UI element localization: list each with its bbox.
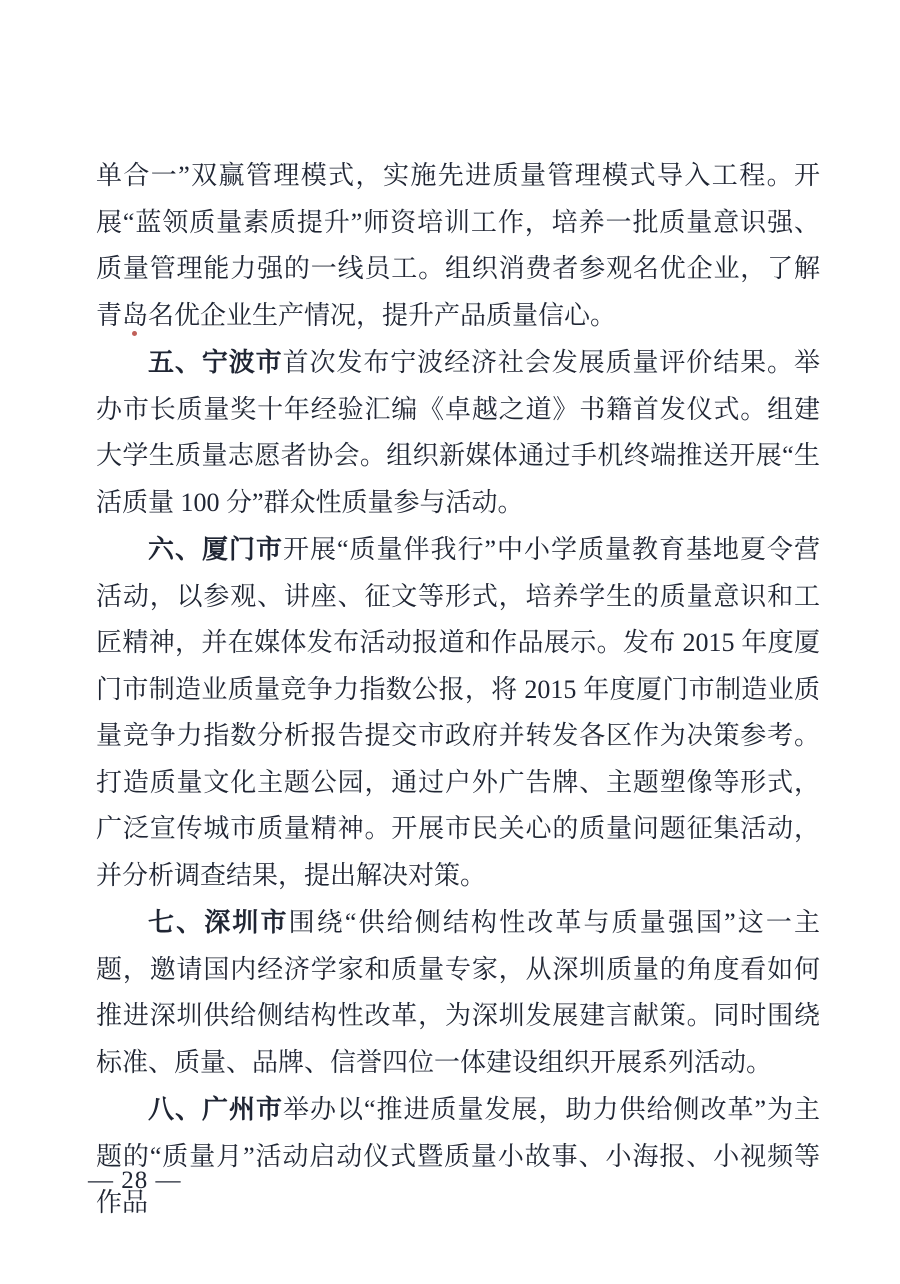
paragraph-text: 举办以“推进质量发展，助力供给侧改革”为主题的“质量月”活动启动仪式暨质量小故事、小海报、小视频等作品	[96, 1095, 820, 1217]
paragraph-text: 单合一”双赢管理模式，实施先进质量管理模式导入工程。开展“蓝领质量素质提升”师资培训工作，培养一批质量意识强、质量管理能力强的一线员工。组织消费者参观名优企业，了解青岛名优企业生产情况，提升产品质量信心。	[96, 161, 820, 330]
paragraph-continuation	[96, 152, 820, 339]
paragraph-lead: 六、厦门市	[148, 534, 283, 564]
paragraph-lead: 八、广州市	[148, 1094, 283, 1124]
paragraph-text: 开展“质量伴我行”中小学质量教育基地夏令营活动，以参观、讲座、征文等形式，培养学生的质量意识和工匠精神，并在媒体发布活动报道和作品展示。发布 2015 年度厦门市制造业质量竞争力指数公报，将 2015 年度厦门市制造业质量竞争力指数分析报告提交市政府并转发各区作为决策参考。打造质量文化主题公园，通过户外广告牌、主题塑像等形式，广泛宣传城市质量精神。开展市民关心的质量问题征集活动，并分析调查结果，提出解决对策。	[96, 535, 820, 890]
page-number-footer: — 28 —	[88, 1167, 182, 1194]
document-body	[96, 152, 820, 1227]
paragraph-lead: 七、深圳市	[148, 907, 289, 937]
paragraph-guangzhou	[96, 1086, 820, 1227]
scan-artifact-dot	[132, 331, 137, 336]
paragraph-ningbo	[96, 339, 820, 526]
paragraph-text: 首次发布宁波经济社会发展质量评价结果。举办市长质量奖十年经验汇编《卓越之道》书籍首发仪式。组建大学生质量志愿者协会。组织新媒体通过手机终端推送开展“生活质量 100 分”群众性质量参与活动。	[96, 348, 820, 517]
paragraph-xiamen	[96, 526, 820, 899]
paragraph-lead: 五、宁波市	[148, 347, 283, 377]
paragraph-shenzhen	[96, 899, 820, 1086]
paragraph-text: 围绕“供给侧结构性改革与质量强国”这一主题，邀请国内经济学家和质量专家，从深圳质量的角度看如何推进深圳供给侧结构性改革，为深圳发展建言献策。同时围绕标准、质量、品牌、信誉四位一体建设组织开展系列活动。	[96, 908, 820, 1077]
